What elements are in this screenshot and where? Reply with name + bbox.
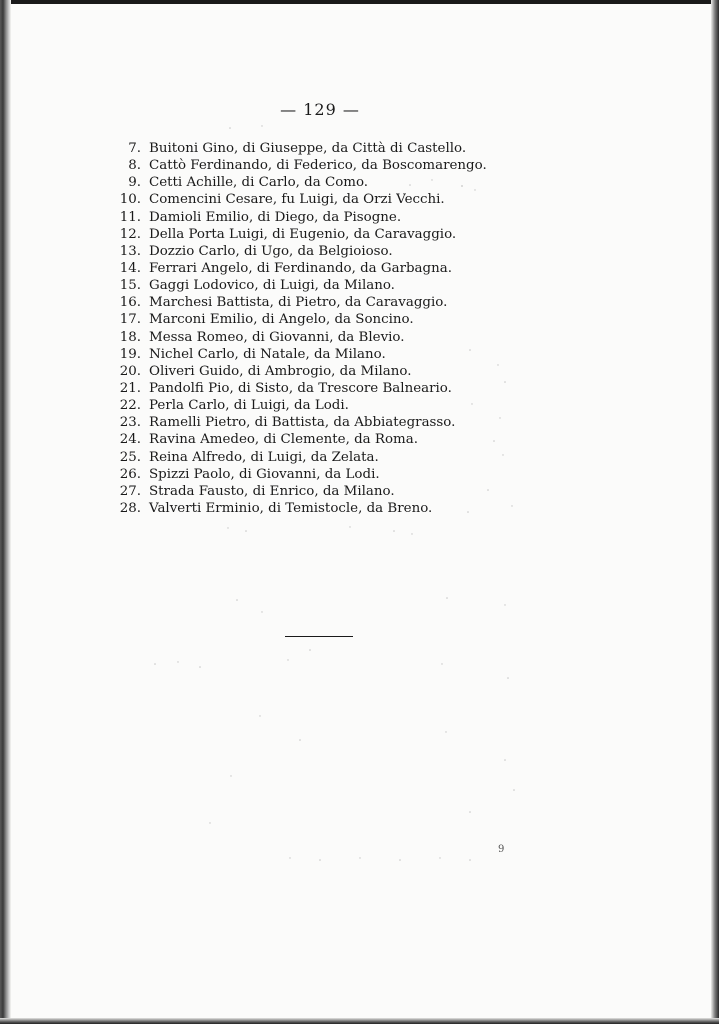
list-item bbox=[108, 226, 508, 243]
entry-text: Marchesi Battista, di Pietro, da Caravaggio. bbox=[149, 295, 448, 311]
list-item bbox=[108, 346, 508, 363]
entry-number: 20. bbox=[119, 363, 141, 379]
entry-number: 19. bbox=[119, 346, 141, 362]
entry-text: Perla Carlo, di Luigi, da Lodi. bbox=[149, 398, 349, 414]
entry-number: 9. bbox=[128, 175, 141, 191]
list-item bbox=[108, 329, 508, 346]
entry-text: Oliveri Guido, di Ambrogio, da Milano. bbox=[149, 363, 412, 379]
entry-number: 10. bbox=[119, 192, 141, 208]
entry-text: Ravina Amedeo, di Clemente, da Roma. bbox=[149, 432, 418, 448]
list-item bbox=[108, 466, 508, 483]
entry-number: 18. bbox=[119, 329, 141, 345]
list-item bbox=[108, 449, 508, 466]
entry-text: Cetti Achille, di Carlo, da Como. bbox=[149, 175, 369, 191]
entry-text: Ramelli Pietro, di Battista, da Abbiategrasso. bbox=[149, 415, 456, 431]
list-item bbox=[108, 140, 508, 157]
section-divider bbox=[285, 636, 353, 637]
entry-text: Dozzio Carlo, di Ugo, da Belgioioso. bbox=[149, 243, 393, 259]
entry-text: Nichel Carlo, di Natale, da Milano. bbox=[149, 346, 386, 362]
entry-text: Reina Alfredo, di Luigi, da Zelata. bbox=[149, 449, 379, 465]
entry-number: 7. bbox=[128, 141, 141, 156]
list-item bbox=[108, 431, 508, 448]
entry-text: Gaggi Lodovico, di Luigi, da Milano. bbox=[149, 278, 395, 294]
printer-signature: 9 bbox=[498, 844, 505, 855]
entry-number: 11. bbox=[119, 209, 141, 225]
list-item bbox=[108, 397, 508, 414]
entry-text: Damioli Emilio, di Diego, da Pisogne. bbox=[149, 209, 402, 225]
entry-text: Messa Romeo, di Giovanni, da Blevio. bbox=[149, 329, 405, 345]
list-item bbox=[108, 191, 508, 208]
entry-number: 8. bbox=[128, 158, 141, 174]
entry-number: 27. bbox=[119, 483, 141, 499]
list-item bbox=[108, 294, 508, 311]
entry-text: Della Porta Luigi, di Eugenio, da Caravaggio. bbox=[149, 226, 457, 242]
entry-number: 26. bbox=[119, 466, 141, 482]
entry-text: Marconi Emilio, di Angelo, da Soncino. bbox=[149, 312, 414, 328]
entry-list bbox=[108, 140, 508, 517]
entry-number: 15. bbox=[119, 278, 141, 294]
list-item bbox=[108, 260, 508, 277]
entry-number: 14. bbox=[119, 260, 141, 276]
entry-text: Spizzi Paolo, di Giovanni, da Lodi. bbox=[149, 466, 380, 482]
entry-number: 16. bbox=[119, 295, 141, 311]
entry-number: 24. bbox=[119, 432, 141, 448]
entry-number: 17. bbox=[119, 312, 141, 328]
list-item bbox=[108, 157, 508, 174]
list-item bbox=[108, 277, 508, 294]
entry-text: Buitoni Gino, di Giuseppe, da Città di Castello. bbox=[149, 141, 467, 156]
list-item bbox=[108, 363, 508, 380]
entry-text: Ferrari Angelo, di Ferdinando, da Garbagna. bbox=[149, 260, 452, 276]
page-number: — 129 — bbox=[280, 100, 360, 119]
entry-text: Valverti Erminio, di Temistocle, da Breno. bbox=[149, 500, 433, 516]
entry-text: Pandolfi Pio, di Sisto, da Trescore Balneario. bbox=[149, 380, 452, 396]
list-item bbox=[108, 311, 508, 328]
list-item bbox=[108, 414, 508, 431]
entry-number: 13. bbox=[119, 243, 141, 259]
list-item bbox=[108, 483, 508, 500]
entry-number: 23. bbox=[119, 415, 141, 431]
entry-number: 21. bbox=[119, 380, 141, 396]
entry-text: Comencini Cesare, fu Luigi, da Orzi Vecchi. bbox=[149, 192, 445, 208]
list-item bbox=[108, 243, 508, 260]
list-item bbox=[108, 209, 508, 226]
entry-text: Strada Fausto, di Enrico, da Milano. bbox=[149, 483, 395, 499]
list-item bbox=[108, 500, 508, 517]
entry-number: 25. bbox=[119, 449, 141, 465]
list-item bbox=[108, 174, 508, 191]
entry-number: 28. bbox=[119, 500, 141, 516]
entry-number: 12. bbox=[119, 226, 141, 242]
list-item bbox=[108, 380, 508, 397]
entry-text: Cattò Ferdinando, di Federico, da Boscomarengo. bbox=[149, 158, 487, 174]
entry-number: 22. bbox=[119, 398, 141, 414]
